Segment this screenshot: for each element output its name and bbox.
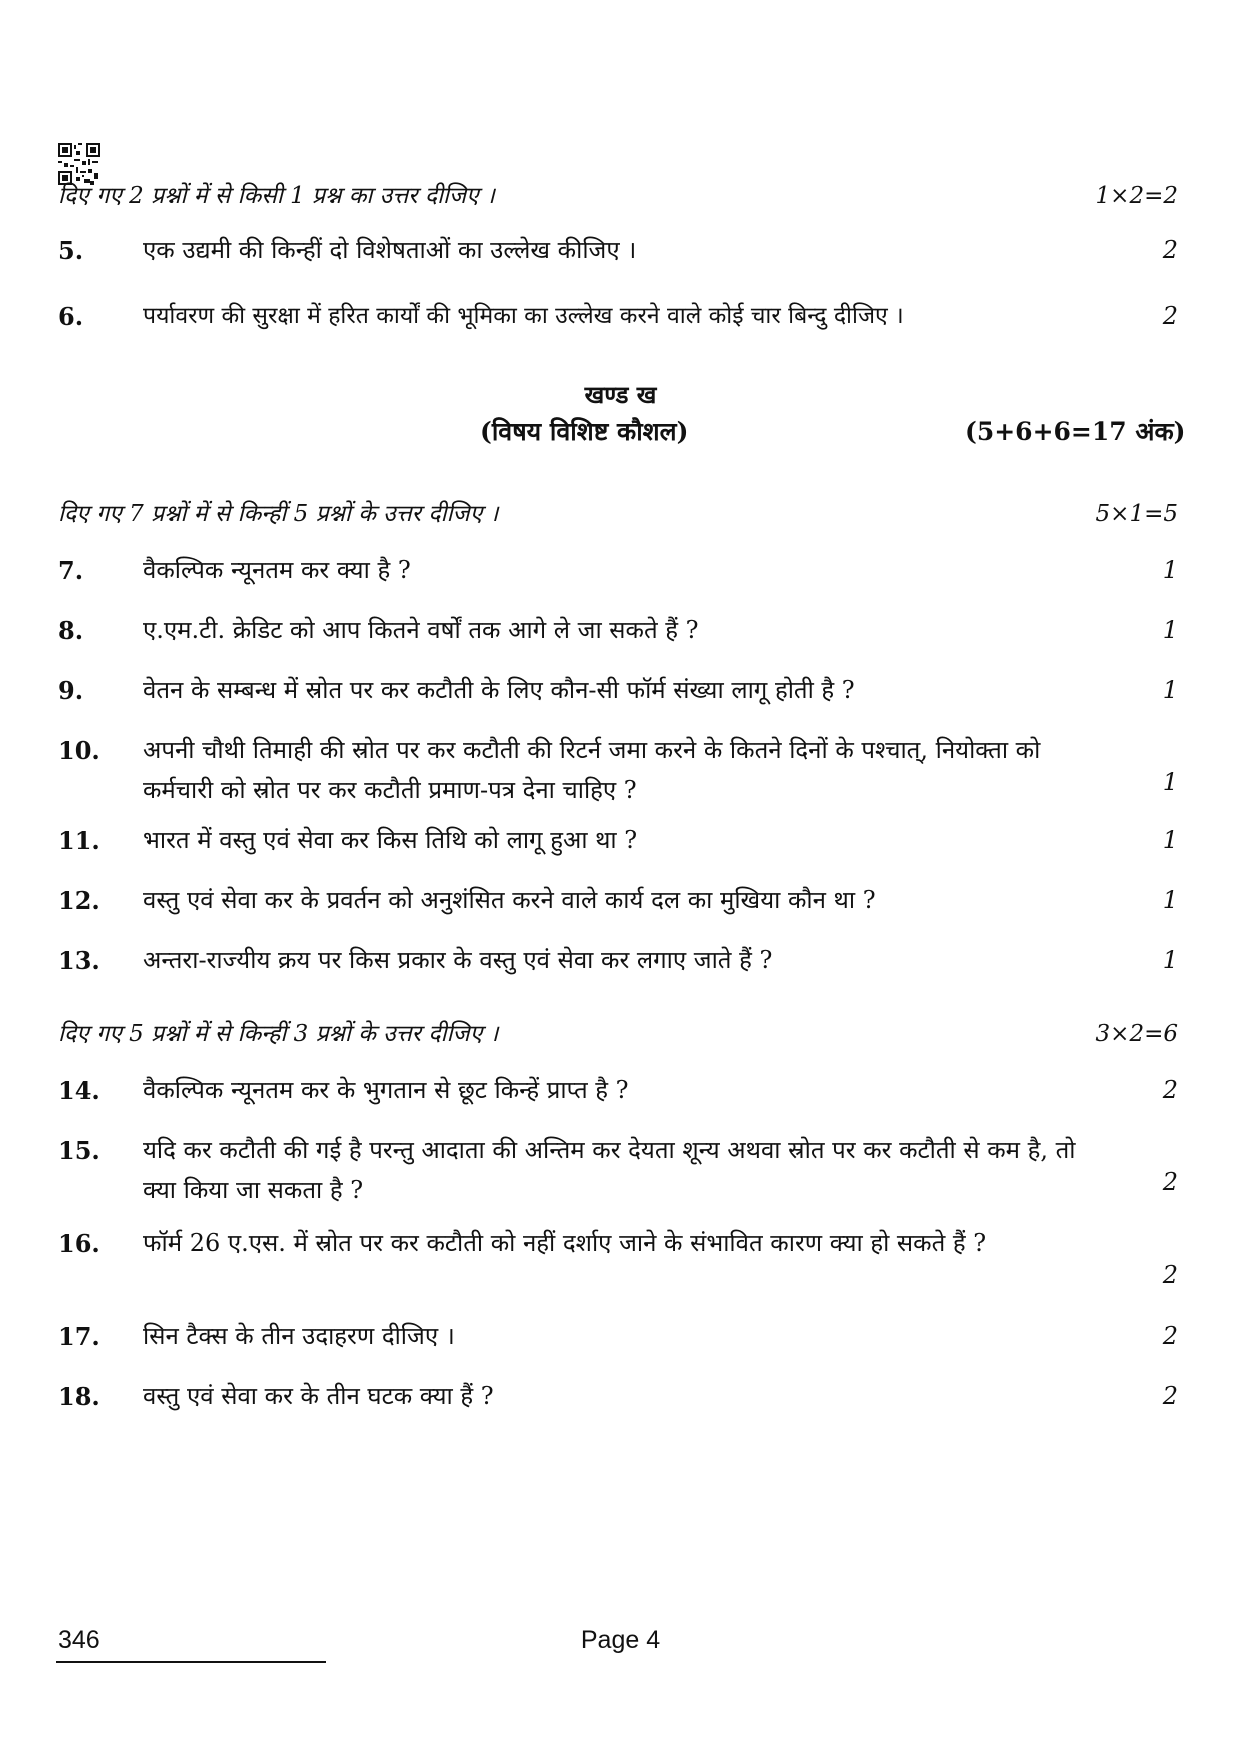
question-number: 10.: [58, 736, 100, 765]
question-text: फॉर्म 26 ए.एस. में स्रोत पर कर कटौती को नहीं दर्शाए जाने के संभावित कारण क्या हो सकते हैं ?: [143, 1229, 987, 1257]
question-text: वस्तु एवं सेवा कर के प्रवर्तन को अनुशंसित करने वाले कार्य दल का मुखिया कौन था ?: [143, 886, 876, 914]
question-text: एक उद्यमी की किन्हीं दो विशेषताओं का उल्लेख कीजिए ।: [143, 236, 637, 264]
question-number: 5.: [58, 236, 84, 265]
question-text: वस्तु एवं सेवा कर के तीन घटक क्या हैं ?: [143, 1382, 494, 1410]
question-text: भारत में वस्तु एवं सेवा कर किस तिथि को लागू हुआ था ?: [143, 826, 638, 854]
question-marks: 2: [1162, 1382, 1178, 1410]
question-marks: 2: [1162, 1168, 1178, 1196]
question-marks: 2: [1162, 302, 1178, 330]
question-number: 7.: [58, 556, 84, 585]
instruction-text: दिए गए 2 प्रश्नों में से किसी 1 प्रश्न का उत्तर दीजिए ।: [58, 183, 495, 209]
question-number: 18.: [58, 1382, 100, 1411]
question-number: 17.: [58, 1322, 100, 1351]
question-marks: 2: [1162, 1322, 1178, 1350]
page-number: Page 4: [580, 1626, 661, 1654]
instruction-text: दिए गए 7 प्रश्नों में से किन्हीं 5 प्रश्नों के उत्तर दीजिए ।: [58, 501, 499, 527]
question-number: 8.: [58, 616, 84, 645]
question-marks: 1: [1162, 768, 1178, 796]
footer-divider: [56, 1661, 326, 1663]
instruction-marks: 1×2=2: [1095, 183, 1178, 209]
question-text: सिन टैक्स के तीन उदाहरण दीजिए ।: [143, 1322, 455, 1350]
section-title: खण्ड ख: [584, 380, 657, 409]
question-marks: 1: [1162, 826, 1178, 854]
question-number: 13.: [58, 946, 100, 975]
question-marks: 1: [1162, 556, 1178, 584]
question-marks: 1: [1162, 616, 1178, 644]
question-text: वैकल्पिक न्यूनतम कर क्या है ?: [143, 556, 411, 584]
question-number: 14.: [58, 1076, 100, 1105]
question-text: पर्यावरण की सुरक्षा में हरित कार्यों की भूमिका का उल्लेख करने वाले कोई चार बिन्दु दीजिए ।: [143, 303, 904, 329]
paper-code: 346: [58, 1626, 100, 1654]
question-text: वैकल्पिक न्यूनतम कर के भुगतान से छूट किन्हें प्राप्त है ?: [143, 1076, 629, 1104]
question-number: 11.: [58, 826, 100, 855]
question-number: 16.: [58, 1229, 100, 1258]
question-marks: 2: [1162, 1261, 1178, 1289]
instruction-line: [58, 178, 1178, 210]
instruction-line: [58, 496, 1178, 528]
question-marks: 1: [1162, 676, 1178, 704]
section-subtitle: (विषय विशिष्ट कौशल): [480, 417, 689, 446]
question-number: 9.: [58, 676, 84, 705]
instruction-marks: 3×2=6: [1095, 1021, 1178, 1047]
question-marks: 2: [1162, 236, 1178, 264]
question-marks: 1: [1162, 886, 1178, 914]
question-number: 12.: [58, 886, 100, 915]
instruction-marks: 5×1=5: [1095, 501, 1178, 527]
question-text: वेतन के सम्बन्ध में स्रोत पर कर कटौती के लिए कौन-सी फॉर्म संख्या लागू होती है ?: [143, 676, 855, 704]
question-text: अन्तरा-राज्यीय क्रय पर किस प्रकार के वस्तु एवं सेवा कर लगाए जाते हैं ?: [143, 946, 773, 974]
question-marks: 1: [1162, 946, 1178, 974]
section-total-marks: (5+6+6=17 अंक): [965, 417, 1186, 446]
question-text: यदि कर कटौती की गई है परन्तु आदाता की अन्तिम कर देयता शून्य अथवा स्रोत पर कर कटौती से कम है, तो क्या किया जा सकता है ?: [143, 1136, 1076, 1204]
question-number: 6.: [58, 302, 84, 331]
instruction-text: दिए गए 5 प्रश्नों में से किन्हीं 3 प्रश्नों के उत्तर दीजिए ।: [58, 1021, 499, 1047]
instruction-line: [58, 1016, 1178, 1048]
question-text: ए.एम.टी. क्रेडिट को आप कितने वर्षों तक आगे ले जा सकते हैं ?: [143, 616, 699, 644]
question-number: 15.: [58, 1136, 100, 1165]
question-marks: 2: [1162, 1076, 1178, 1104]
question-text: अपनी चौथी तिमाही की स्रोत पर कर कटौती की रिटर्न जमा करने के कितने दिनों के पश्चात्, नियोक्ता को कर्मचारी को स्रोत पर कर कटौती प्रमाण-पत्र देना चाहिए ?: [143, 736, 1041, 804]
